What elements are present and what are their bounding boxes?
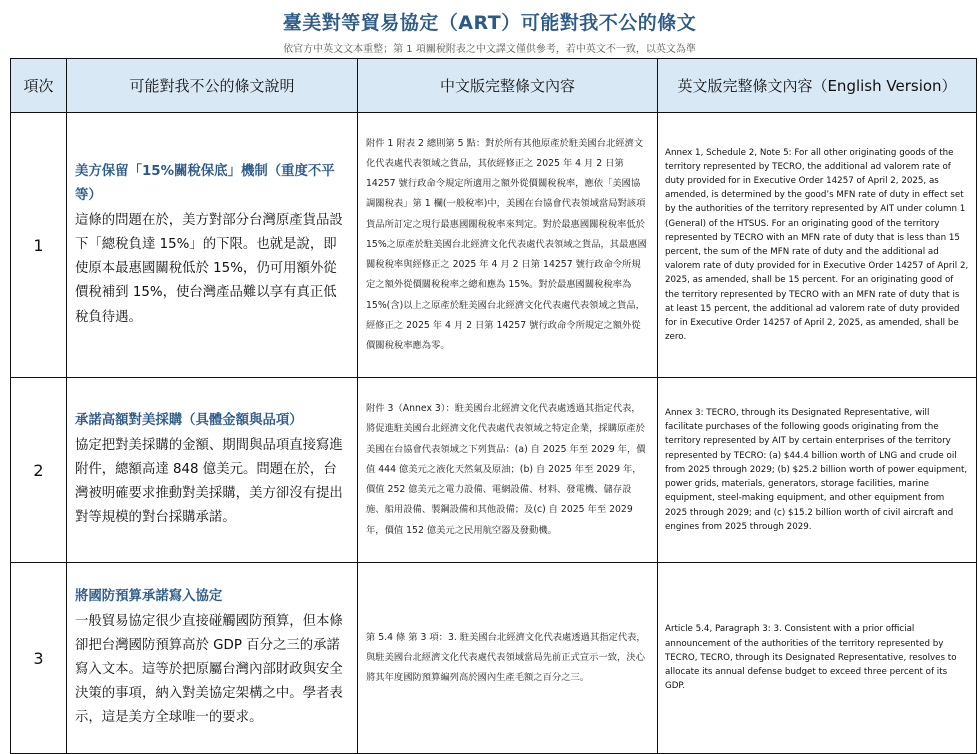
row-description (67, 563, 358, 754)
row-chinese-text: 附件 3（Annex 3）：駐美國台北經濟文化代表處透過其指定代表，將促進駐美國台北經濟文化代表處代表領域之特定企業，採購原產於美國在台協會代表領域之下列貨品：(a) 自 2025 年至 2029 年，價值 444 億美元之液化天然氣及原油；(b) 自 2025 年至 2029 年，價值 252 億美元之電力設備、電網設備、材料、發電機、儲存設施、船用設備、製鋼設備和其他設備；及(c) 自 2025 年至 2029 年，價值 152 億美元之民用航空器及發動機。 (358, 378, 658, 563)
row-english-text: Annex 3: TECRO, through its Designated Representative, will facilitate purchases of the following goods originating from the territory represented by AIT by certain enterprises of the territory represented by TECRO: (a) $44.4 billion worth of LNG and crude oil from 2025 through 2029; (b) $25.2 billion worth of power equipment, power grids, materials, generators, storage facilities, marine equipment, steel-making equipment, and other equipment from 2025 through 2029; and (c) $15.2 billion worth of civil aircraft and engines from 2025 through 2029. (658, 378, 977, 563)
provisions-table (10, 58, 977, 754)
row-description (67, 113, 358, 378)
row-description-body: 協定把對美採購的金額、期間與品項直接寫進附件，總額高達 848 億美元。問題在於，台灣被明確要求推動對美採購，美方卻沒有提出對等規模的對台採購承諾。 (75, 437, 343, 526)
table-header-row (11, 59, 977, 113)
header-description: 可能對我不公的條文說明 (67, 59, 358, 113)
table-row (11, 378, 977, 563)
page-subtitle: 依官方中英文文本重整；第 1 項關稅附表之中文譯文僅供參考，若中英文不一致，以英文為準 (283, 44, 696, 55)
row-description-title: 將國防預算承諾寫入協定 (75, 589, 223, 605)
row-chinese-text: 附件 1 附表 2 總則第 5 點：對於所有其他原產於駐美國台北經濟文化代表處代表領域之貨品，其依經修正之 2025 年 4 月 2 日第 14257 號行政命令規定所適用之額外從價關稅稅率，應依「美國協調關稅表」第 1 欄(一般稅率)中，美國在台協會代表領域當局對該項貨品所訂定之現行最惠國關稅稅率來判定。對於最惠國關稅稅率低於 15%之原產於駐美國台北經濟文化代表處代表領域之貨品，其最惠國關稅稅率與經修正之 2025 年 4 月 2 日第 14257 號行政命令所規定之額外從價關稅稅率之總和應為 15%。對於最惠國關稅稅率為 15%(含)以上之原產於駐美國台北經濟文化代表處代表領域之貨品，經修正之 2025 年 4 月 2 日第 14257 號行政命令所規定之額外從價關稅稅率應為零。 (358, 113, 658, 378)
table-row (11, 113, 977, 378)
row-number: 3 (11, 563, 67, 754)
row-description-body: 這條的問題在於，美方對部分台灣原產貨品設下「總稅負達 15%」的下限。也就是說，即使原本最惠國關稅低於 15%，仍可用額外從價稅補到 15%，使台灣產品難以享有真正低稅負待遇。 (75, 212, 343, 325)
row-english-text: Annex 1, Schedule 2, Note 5: For all other originating goods of the territory represented by TECRO, the additional ad valorem rate of duty provided for in Executive Order 14257 of April 2, 2025, as amended, is determined by the good’s MFN rate of duty in effect set by the authorities of the territory represented by AIT under column 1 (General) of the HTSUS. For an originating good of the territory represented by TECRO with an MFN rate of duty that is less than 15 percent, the sum of the MFN rate of duty and the additional ad valorem rate of duty provided for in Executive Order 14257 of April 2, 2025, as amended, shall be 15 percent. For an originating good of the territory represented by TECRO with an MFN rate of duty that is at least 15 percent, the additional ad valorem rate of duty provided for in Executive Order 14257 of April 2, 2025, as amended, shall be zero. (658, 113, 977, 378)
row-description-body: 一般貿易協定很少直接碰觸國防預算，但本條卻把台灣國防預算高於 GDP 百分之三的承諾寫入文本。這等於把原屬台灣內部財政與安全決策的事項，納入對美協定架構之中。學者表示，這是美方全球唯一的要求。 (75, 613, 343, 726)
header-chinese-text: 中文版完整條文內容 (358, 59, 658, 113)
row-english-text: Article 5.4, Paragraph 3: 3. Consistent with a prior official announcement of the authorities of the territory represented by TECRO, TECRO, through its Designated Representative, resolves to allocate its annual defense budget to exceed three percent of its GDP. (658, 563, 977, 754)
row-chinese-text: 第 5.4 條 第 3 項：3. 駐美國台北經濟文化代表處透過其指定代表，與駐美國台北經濟文化代表處代表領域當局先前正式宣示一致，決心將其年度國防預算編列高於國內生產毛額之百分之三。 (358, 563, 658, 754)
header-english-text: 英文版完整條文內容（English Version） (658, 59, 977, 113)
row-description-title: 承諾高額對美採購（具體金額與品項） (75, 413, 303, 429)
row-description (67, 378, 358, 563)
row-number: 1 (11, 113, 67, 378)
header-item-no: 項次 (11, 59, 67, 113)
table-row (11, 563, 977, 754)
row-number: 2 (11, 378, 67, 563)
page-title: 臺美對等貿易協定（ART）可能對我不公的條文 (282, 12, 697, 34)
row-description-title: 美方保留「15%關稅保底」機制（重度不平等） (75, 164, 335, 204)
